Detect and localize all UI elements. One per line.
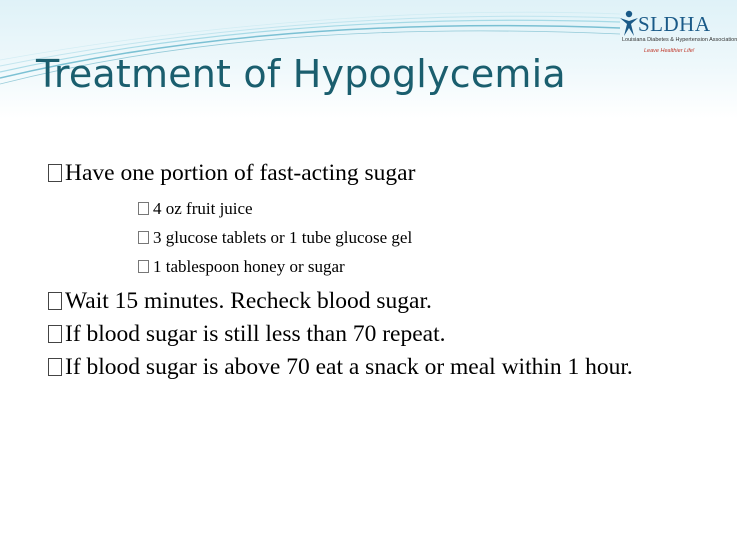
bullet-marker-icon xyxy=(48,325,62,343)
bullet-text: Wait 15 minutes. Recheck blood sugar. xyxy=(65,288,432,314)
sub-bullet-item xyxy=(138,194,708,223)
sub-bullet-marker-icon xyxy=(138,260,149,273)
bullet-item xyxy=(48,351,708,384)
slide-content xyxy=(48,157,708,384)
bullet-item xyxy=(48,318,708,351)
bullet-text: Have one portion of fast-acting sugar xyxy=(65,160,416,186)
sub-bullet-item xyxy=(138,252,708,281)
sub-bullet-list xyxy=(138,194,708,281)
bullet-marker-icon xyxy=(48,292,62,310)
slide-title: Treatment of Hypoglycemia xyxy=(36,52,566,96)
sldha-logo xyxy=(608,6,737,60)
logo-tagline: Louisiana Diabetes & Hypertension Association xyxy=(622,37,737,43)
sub-bullet-text: 3 glucose tablets or 1 tube glucose gel xyxy=(153,228,413,247)
sub-bullet-marker-icon xyxy=(138,202,149,215)
person-figure-icon xyxy=(618,10,640,38)
bullet-text: If blood sugar is above 70 eat a snack or meal within 1 hour. xyxy=(65,354,633,380)
sub-bullet-text: 4 oz fruit juice xyxy=(153,199,253,218)
sub-bullet-text: 1 tablespoon honey or sugar xyxy=(153,257,345,276)
bullet-marker-icon xyxy=(48,358,62,376)
bullet-marker-icon xyxy=(48,164,62,182)
sub-bullet-item xyxy=(138,223,708,252)
logo-name: SLDHA xyxy=(638,12,711,36)
bullet-text: If blood sugar is still less than 70 repeat. xyxy=(65,321,446,347)
bullet-item xyxy=(48,157,708,190)
bullet-item xyxy=(48,285,708,318)
logo-slogan: Leave Healthier Life! xyxy=(644,48,695,54)
sub-bullet-marker-icon xyxy=(138,231,149,244)
